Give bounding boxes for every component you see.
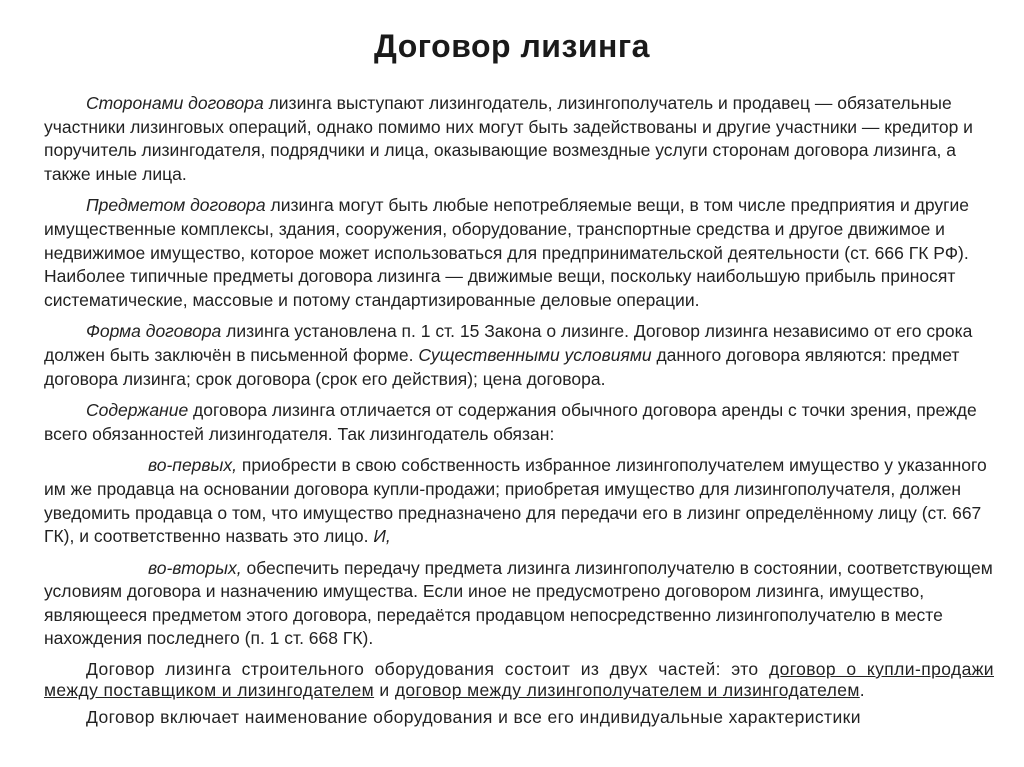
paragraph-firstly-text: приобрести в свою собственность избранное лизингополучателем имущество у указанного им же продавца на основании договора купли-продажи; приобретая имущество для лизингополучателя, должен уведомить продавца о том, что имущество предназначено для передачи его в лизинг определённому лицу (ст. 667 ГК), и соответственно назвать это лицо.	[44, 455, 987, 547]
slide-body	[44, 92, 994, 728]
paragraph-subject	[44, 194, 994, 312]
term-form: Форма договора	[86, 321, 222, 342]
paragraph-secondly-text: обеспечить передачу предмета лизинга лизингополучателю в состоянии, соответствующем условиям договора и назначению имущества. Если иное не предусмотрено договором лизинга, имущество, являющееся предметом этого договора, передаётся продавцом непосредственно лизингополучателю в месте нахождения последнего (п. 1 ст. 668 ГК).	[44, 557, 993, 649]
term-secondly: во-вторых,	[148, 557, 242, 578]
paragraph-form-text-2: данного договора являются: предмет договора лизинга; срок договора (срок его действия); цена договора.	[44, 344, 960, 389]
paragraph-content-text: договора лизинга отличается от содержания обычного договора аренды с точки зрения, прежде всего обязанностей лизингодателя. Так лизингодатель обязан:	[44, 400, 977, 444]
term-purchase-contract: договор о купли-продажи между поставщиком и лизингодателем	[44, 659, 994, 701]
paragraph-parties-text: лизинга выступают лизингодатель, лизингополучатель и продавец — обязательные участники лизинговых операций, однако помимо них могут быть задействованы и другие участники — кредитор и поручитель лизингодателя, подрядчики и лица, оказывающие возмездные услуги сторонам договора лизинга, а также иные лица.	[44, 93, 973, 184]
term-essential-terms: Существенными условиями	[418, 344, 652, 365]
term-content: Содержание	[86, 400, 189, 421]
page-title: Договор лизинга	[374, 28, 650, 64]
paragraph-subject-text: лизинга могут быть любые непотребляемые вещи, в том числе предприятия и другие имущественные комплексы, здания, сооружения, оборудование, транспортные средства и другое движимое и недвижимое имущество, которое может использоваться для предпринимательской деятельности (ст. 666 ГК РФ). Наиболее типичные предметы договора лизинга — движимые вещи, поскольку наибольшую прибыль приносят систематические, массовые и потому стандартизированные деловые операции.	[44, 195, 969, 310]
paragraph-form	[44, 320, 994, 391]
paragraph-construction-and: и	[374, 680, 395, 701]
paragraph-form-text: лизинга установлена п. 1 ст. 15 Закона о лизинге. Договор лизинга независимо от его срока должен быть заключён в письменной форме.	[44, 321, 973, 365]
term-firstly: во-первых,	[148, 455, 238, 476]
paragraph-construction	[44, 659, 994, 701]
paragraph-construction-end: .	[859, 680, 866, 701]
paragraph-includes-text: Договор включает наименование оборудования и все его индивидуальные характеристики	[86, 707, 861, 728]
paragraph-secondly	[44, 557, 994, 651]
paragraph-includes	[44, 707, 994, 728]
term-lessee-contract: договор между лизингополучателем и лизингодателем	[394, 680, 860, 701]
term-parties: Сторонами договора	[86, 93, 264, 113]
term-subject: Предметом договора	[86, 195, 266, 216]
paragraph-construction-text: Договор лизинга строительного оборудования состоит из двух частей: это	[86, 659, 769, 680]
term-and: И,	[373, 526, 391, 547]
paragraph-content	[44, 399, 994, 446]
paragraph-parties	[44, 92, 994, 186]
paragraph-firstly	[44, 454, 994, 548]
